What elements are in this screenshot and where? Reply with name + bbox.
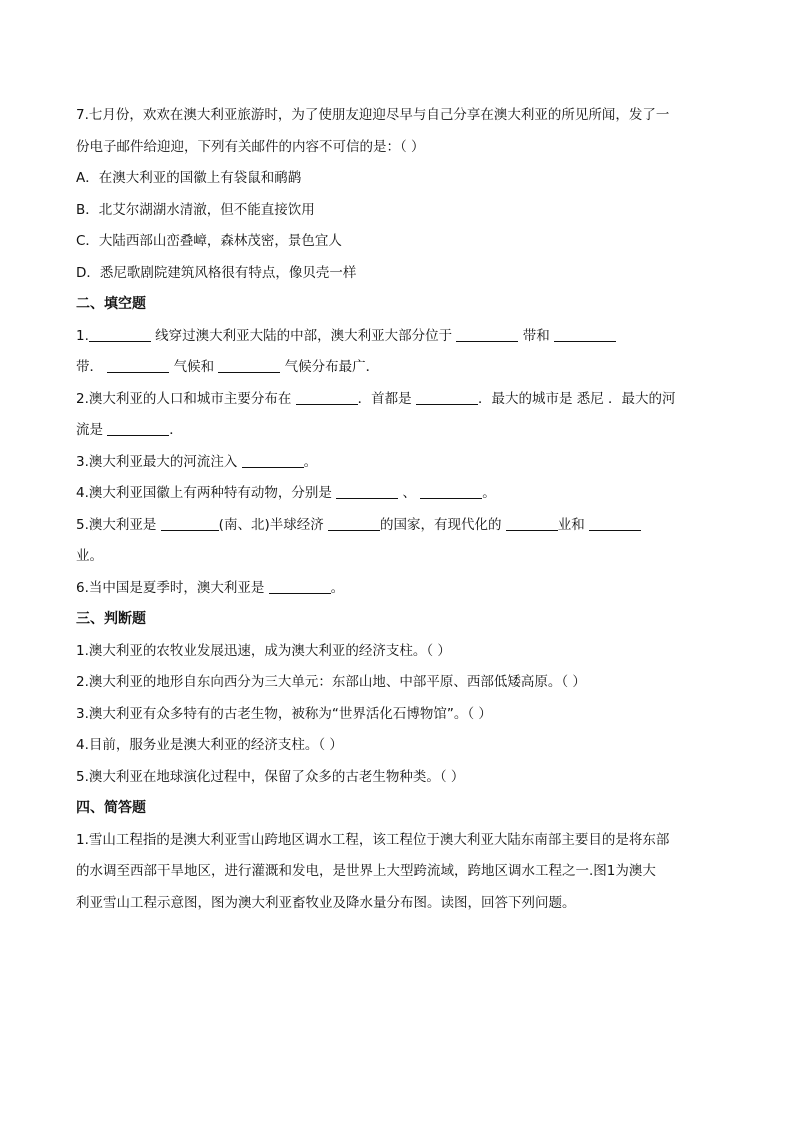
fill-q5-text-b: (南、北)半球经济 bbox=[218, 516, 328, 533]
fill-q2-text-b: ．首都是 bbox=[357, 390, 416, 407]
blank bbox=[296, 390, 358, 405]
fill-q2-text-e: ． bbox=[169, 422, 183, 438]
fill-q5-line-1 bbox=[76, 510, 726, 542]
judge-q4: 4.目前，服务业是澳大利亚的经济支柱。（ ） bbox=[76, 737, 343, 753]
fill-q1-text-e: 气候和 bbox=[169, 359, 219, 375]
judge-q3: 3.澳大利亚有众多特有的古老生物，被称为“世界活化石博物馆”。（ ） bbox=[76, 705, 492, 722]
blank bbox=[456, 327, 518, 342]
fill-q1-text-f: 气候分布最广． bbox=[280, 359, 380, 375]
fill-q2-text-d: 流是 bbox=[76, 422, 108, 438]
judge-q5: 5.澳大利亚在地球演化过程中，保留了众多的古老生物种类。（ ） bbox=[76, 768, 465, 785]
option-a: A．在澳大利亚的国徽上有袋鼠和鸸鹋 bbox=[76, 170, 302, 186]
short-q1-line-1: 1.雪山工程指的是澳大利亚雪山跨地区调水工程，该工程位于澳大利亚大陆东南部主要目的是将东部 bbox=[76, 831, 670, 848]
q7-line-2: 份电子邮件给迎迎，下列有关邮件的内容不可信的是：（ ） bbox=[76, 138, 425, 155]
fill-q3-text-b: 。 bbox=[303, 453, 318, 470]
fill-q1-text-d: 带． bbox=[76, 359, 103, 375]
judge-heading: 三、判断题 bbox=[76, 611, 146, 627]
option-c: C．大陆西部山峦叠嶂，森林茂密，景色宜人 bbox=[76, 233, 342, 249]
fill-q6-text-a: 6.当中国是夏季时，澳大利亚是 bbox=[76, 579, 269, 596]
blank bbox=[161, 516, 219, 531]
judge-q2: 2.澳大利亚的地形自东向西分为三大单元：东部山地、中部平原、西部低矮高原。（ ） bbox=[76, 674, 586, 690]
fill-q4-text-a: 4.澳大利亚国徽上有两种特有动物，分别是 bbox=[76, 485, 337, 501]
blank bbox=[89, 327, 151, 342]
fill-q5-text-a: 5.澳大利亚是 bbox=[76, 516, 161, 533]
fill-q6-text-b: 。 bbox=[330, 579, 345, 596]
option-d: D．悉尼歌剧院建筑风格很有特点，像贝壳一样 bbox=[76, 264, 357, 281]
fill-q2-text-a: 2.澳大利亚的人口和城市主要分布在 bbox=[76, 390, 296, 407]
blank bbox=[107, 421, 169, 436]
blank bbox=[589, 516, 641, 531]
fill-q3-text-a: 3.澳大利亚最大的河流注入 bbox=[76, 453, 242, 470]
blank bbox=[416, 390, 478, 405]
fill-q2-text-c: ．最大的城市是 悉尼 ．最大的河 bbox=[477, 390, 676, 407]
blank bbox=[336, 484, 398, 499]
blank bbox=[242, 453, 304, 468]
blank bbox=[107, 358, 169, 373]
fill-q1-text-c: 带和 bbox=[518, 327, 555, 344]
short-q1-line-3: 利亚雪山工程示意图，图为澳大利亚畜牧业及降水量分布图。读图，回答下列问题。 bbox=[76, 894, 576, 911]
fill-q4-text-b: 、 bbox=[398, 485, 421, 501]
q7-line-1: 7.七月份，欢欢在澳大利亚旅游时，为了使朋友迎迎尽早与自己分享在澳大利亚的所见所闻，发了一 bbox=[76, 107, 670, 123]
fill-q2-line-1 bbox=[76, 384, 726, 416]
fill-q1-text-b: 线穿过澳大利亚大陆的中部，澳大利亚大部分位于 bbox=[150, 327, 457, 344]
option-b: B．北艾尔湖湖水清澈，但不能直接饮用 bbox=[76, 201, 315, 218]
blank bbox=[506, 516, 558, 531]
judge-q1: 1.澳大利亚的农牧业发展迅速，成为澳大利亚的经济支柱。（ ） bbox=[76, 642, 451, 659]
fill-q2-line-2 bbox=[76, 415, 726, 447]
blank bbox=[218, 358, 280, 373]
fill-q6 bbox=[76, 573, 726, 605]
fill-q1-line-1 bbox=[76, 321, 726, 353]
fill-q3 bbox=[76, 447, 726, 479]
short-heading: 四、简答题 bbox=[76, 800, 146, 816]
blank bbox=[269, 579, 331, 594]
document-content bbox=[76, 100, 726, 919]
blank bbox=[554, 327, 616, 342]
fill-heading: 二、填空题 bbox=[76, 296, 146, 312]
short-q1-line-2: 的水调至西部干旱地区，进行灌溉和发电，是世界上大型跨流域，跨地区调水工程之一.图1为澳大 bbox=[76, 863, 656, 879]
blank bbox=[420, 484, 482, 499]
fill-q1-line-2 bbox=[76, 352, 726, 384]
fill-q5-text-c: 的国家，有现代化的 bbox=[380, 516, 506, 533]
fill-q4-text-c: 。 bbox=[482, 485, 496, 501]
blank bbox=[328, 516, 380, 531]
fill-q4 bbox=[76, 478, 726, 510]
fill-q5-text-d: 业和 bbox=[557, 516, 590, 533]
fill-q5-line-2: 业。 bbox=[76, 548, 103, 564]
fill-q1-text-a: 1. bbox=[76, 327, 89, 344]
